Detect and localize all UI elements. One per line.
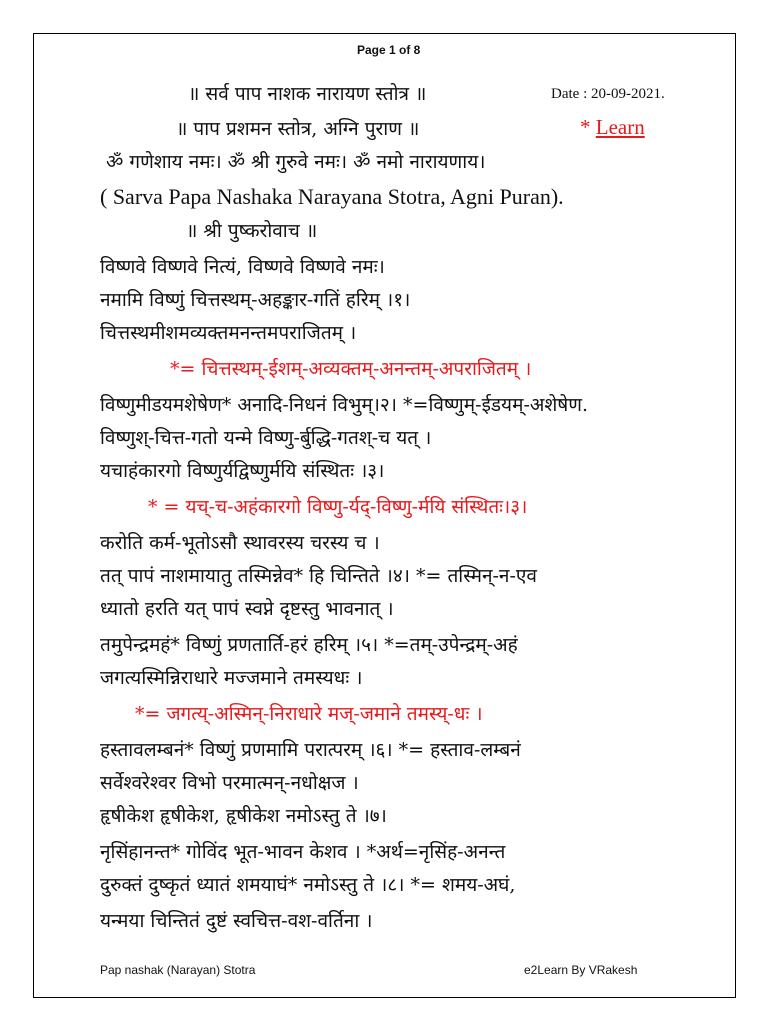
verse-line: चित्तस्थमीशमव्यक्तमनन्तमपराजितम् ।	[100, 322, 357, 344]
page-number-label: Page 1 of 8	[357, 43, 421, 57]
footer-author: e2Learn By VRakesh	[524, 963, 638, 977]
verse-line: विष्णुमीडयमशेषेण* अनादि-निधनं विभुम्।२। *=विष्णुम्-ईडयम्-अशेषेण.	[100, 394, 589, 416]
verse-line: करोति कर्म-भूतोऽसौ स्थावरस्य चरस्य च ।	[100, 532, 380, 554]
verse-line: विष्णवे विष्णवे नित्यं, विष्णवे विष्णवे नमः।	[100, 256, 385, 278]
learn-text: Learn	[595, 115, 645, 139]
title-line-2: ॥ पाप प्रशमन स्तोत्र, अग्नि पुराण ॥	[176, 118, 420, 140]
verse-line: यचाहंकारगो विष्णुर्यद्विष्णुर्मयि संस्थितः ।३।	[100, 460, 385, 482]
footer-title: Pap nashak (Narayan) Stotra	[100, 963, 256, 977]
verse-line: ध्यातो हरति यत् पापं स्वप्ने दृष्टस्तु भावनात् ।	[100, 598, 394, 620]
verse-line: नमामि विष्णुं चित्तस्थम्-अहङ्कार-गतिं हरिम् ।१।	[100, 289, 411, 311]
english-title: ( Sarva Papa Nashaka Narayana Stotra, Agni Puran).	[100, 184, 564, 209]
verse-line: हस्तावलम्बनं* विष्णुं प्रणमामि परात्परम् ।६। *= हस्ताव-लम्बनं	[100, 739, 521, 761]
date-label: Date : 20-09-2021.	[551, 86, 665, 102]
speaker-line: ॥ श्री पुष्करोवाच ॥	[186, 220, 318, 242]
learn-star: *	[580, 115, 596, 139]
verse-line: जगत्यस्मिन्निराधारे मज्जमाने तमस्यधः ।	[100, 667, 363, 689]
title-line-1: ॥ सर्व पाप नाशक नारायण स्तोत्र ॥	[188, 83, 427, 105]
verse-note-line: * = यच्-च-अहंकारगो विष्णु-र्यद्-विष्णु-र्मयि संस्थितः।३।	[148, 496, 528, 518]
verse-line: नृसिंहानन्त* गोविंद भूत-भावन केशव । *अर्थ=नृसिंह-अनन्त	[100, 841, 506, 863]
verse-line: विष्णुश्-चित्त-गतो यन्मे विष्णु-र्बुद्धि-गतश्-च यत् ।	[100, 427, 432, 449]
verse-note-line: *= चित्तस्थम्-ईशम्-अव्यक्तम्-अनन्तम्-अपराजितम् ।	[170, 358, 532, 380]
verse-line: हृषीकेश हृषीकेश, हृषीकेश नमोऽस्तु ते ।७।	[100, 805, 387, 827]
verse-line: यन्मया चिन्तितं दुष्टं स्वचित्त-वश-वर्तिना ।	[100, 910, 373, 932]
verse-note-line: *= जगत्य्-अस्मिन्-निराधारे मज्-जमाने तमस्य्-धः ।	[135, 703, 483, 725]
verse-line: सर्वेश्वरेश्वर विभो परमात्मन्-नधोक्षज ।	[100, 772, 359, 794]
verse-line: दुरुक्तं दुष्कृतं ध्यातं शमयाघं* नमोऽस्तु ते ।८। *= शमय-अघं,	[100, 874, 516, 896]
verse-line: तत् पापं नाशमायातु तस्मिन्नेव* हि चिन्तिते ।४। *= तस्मिन्-न-एव	[100, 565, 537, 587]
invocation-line: ॐ गणेशाय नमः। ॐ श्री गुरुवे नमः। ॐ नमो नारायणाय।	[106, 151, 486, 173]
verse-line: तमुपेन्द्रमहं* विष्णुं प्रणतार्ति-हरं हरिम् ।५। *=तम्-उपेन्द्रम्-अहं	[100, 634, 518, 656]
learn-link[interactable]	[580, 115, 645, 140]
